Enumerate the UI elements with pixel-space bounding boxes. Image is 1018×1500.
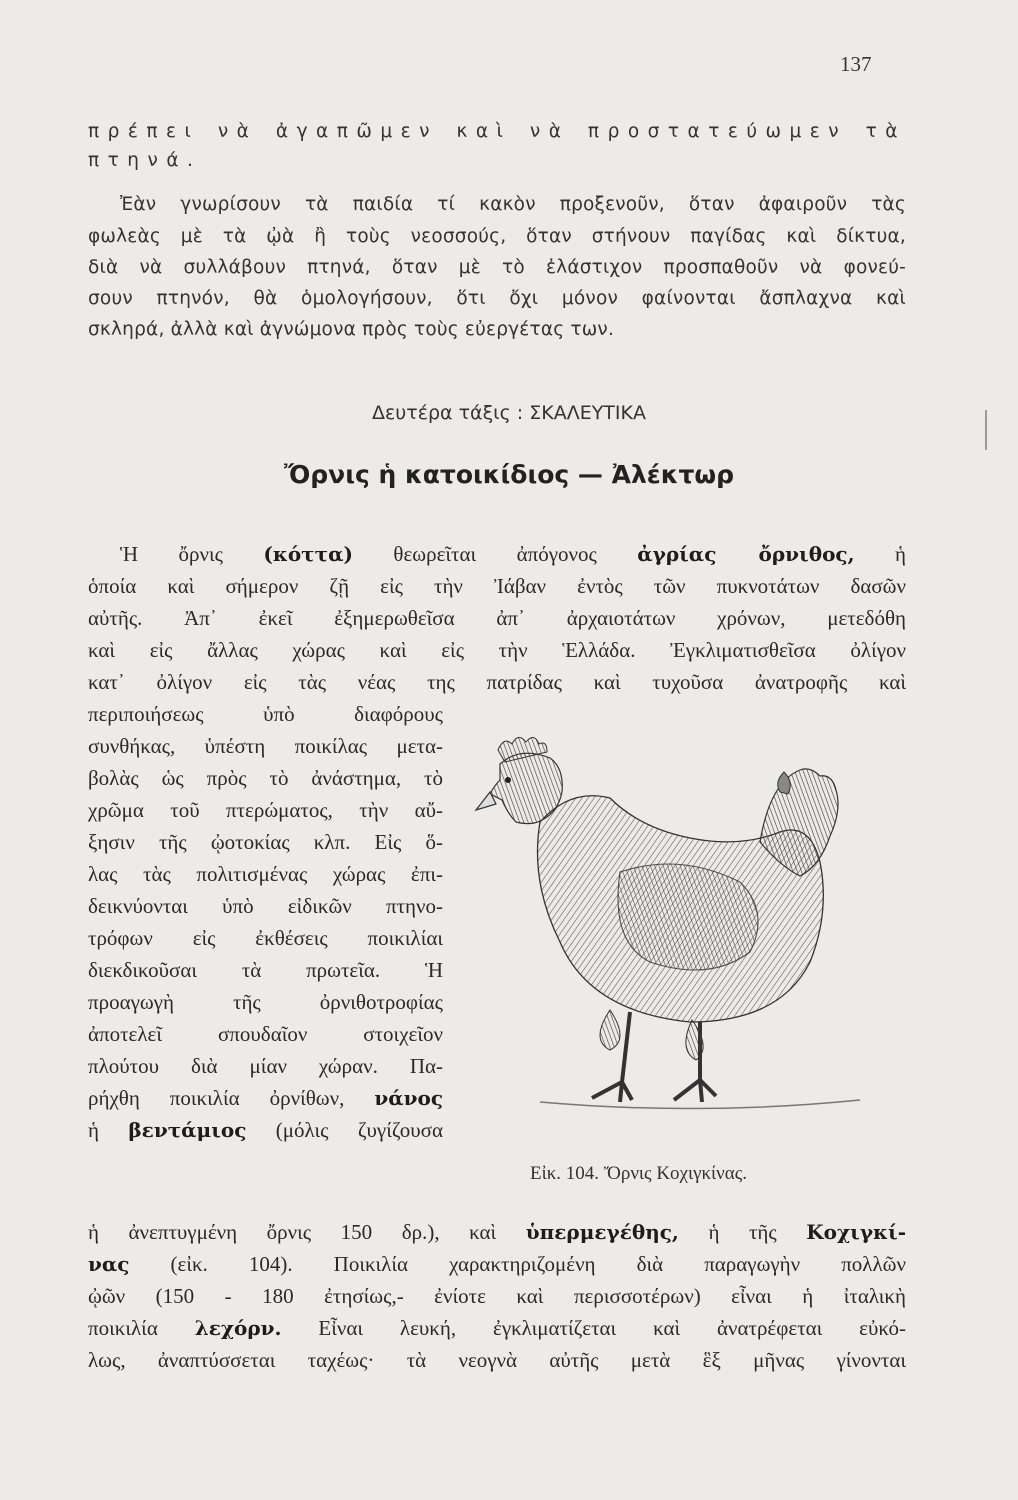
- text-line: ἀποτελεῖ σπουδαῖον στοιχεῖον: [88, 1022, 443, 1046]
- bold-term: Κοχιγκί-: [806, 1220, 906, 1244]
- text-line: συνθήκας, ὑπέστη ποικίλας μετα-: [88, 734, 443, 758]
- hen-icon: [470, 722, 890, 1142]
- section-heading: Ὄρνις ἡ κατοικίδιος — Ἀλέκτωρ: [283, 460, 735, 489]
- text-line: ξησιν τῆς ᾠοτοκίας κλπ. Εἰς ὅ-: [88, 830, 443, 854]
- bold-term: νάνος: [374, 1086, 443, 1110]
- text-line: διὰ νὰ συλλάβουν πτηνά, ὅταν μὲ τὸ ἐλάστιχον προσπαθοῦν νὰ φονεύ-: [88, 257, 906, 278]
- text-line: λως, ἀναπτύσσεται ταχέως· τὰ νεογνὰ αὐτῆς μετὰ ἓξ μῆνας γίνονται: [88, 1348, 906, 1372]
- main-paragraph-bottom: [88, 1216, 906, 1376]
- text-line: σκληρά, ἀλλὰ καὶ ἀγνώμονα πρὸς τοὺς εὐεργέτας των.: [88, 319, 615, 340]
- text-span: Εἶναι λευκή, ἐγκλιματίζεται καὶ ἀνατρέφεται εὐκό-: [281, 1316, 906, 1340]
- page-number: 137: [840, 52, 872, 76]
- main-paragraph-top: [88, 538, 906, 698]
- text-line: [88, 1312, 906, 1344]
- text-line: δεικνύονται ὑπὸ εἰδικῶν πτηνο-: [88, 894, 443, 918]
- bold-term: βεντάμιος: [128, 1118, 247, 1142]
- text-line: [88, 538, 906, 570]
- text-line: κατ᾽ ὀλίγον εἰς τὰς νέας της πατρίδας καὶ τυχοῦσα ἀνατροφῆς καὶ: [88, 670, 906, 694]
- text-span: θεωρεῖται ἀπόγονος: [352, 542, 638, 566]
- text-span: (εἰκ. 104). Ποικιλία χαρακτηριζομένη διὰ παραγωγὴν πολλῶν: [129, 1252, 906, 1276]
- text-line: τρόφων εἰς ἐκθέσεις ποικιλίαι: [88, 926, 443, 950]
- text-line: διεκδικοῦσαι τὰ πρωτεῖα. Ἡ: [88, 958, 443, 982]
- text-span: ἡ: [88, 1118, 129, 1142]
- text-line: πτηνά.: [88, 150, 202, 171]
- text-span: ἡ: [854, 542, 906, 566]
- text-line: πρέπει νὰ ἀγαπῶμεν καὶ νὰ προστατεύωμεν τὰ: [88, 121, 906, 142]
- text-line: φωλεὰς μὲ τὰ ᾠὰ ἢ τοὺς νεοσσούς, ὅταν στήνουν παγίδας καὶ δίκτυα,: [88, 226, 906, 247]
- figure-caption: Εἰκ. 104. Ὄρνις Κοχιγκίνας.: [530, 1163, 747, 1184]
- text-line: λας τὰς πολιτισμένας χώρας ἐπι-: [88, 862, 443, 886]
- text-span: (μόλις ζυγίζουσα: [246, 1118, 443, 1142]
- text-line: [88, 1216, 906, 1248]
- text-line: πλούτου διὰ μίαν χώραν. Πα-: [88, 1054, 443, 1078]
- text-line: καὶ εἰς ἄλλας χώρας καὶ εἰς τὴν Ἑλλάδα. Ἐγκλιματισθεῖσα ὀλίγον: [88, 638, 906, 662]
- text-line: [88, 1248, 906, 1280]
- intro-paragraph: [88, 116, 906, 345]
- hen-illustration: [470, 722, 890, 1142]
- bold-term: λεχόρν.: [194, 1316, 282, 1340]
- text-span: ἡ τῆς: [678, 1220, 807, 1244]
- margin-mark: [985, 410, 987, 450]
- text-line: σουν πτηνόν, θὰ ὁμολογήσουν, ὅτι ὄχι μόνον φαίνονται ἄσπλαχνα καὶ: [88, 288, 906, 309]
- text-line: βολὰς ὡς πρὸς τὸ ἀνάστημα, τὸ: [88, 766, 443, 790]
- text-line: περιποιήσεως ὑπὸ διαφόρους: [88, 702, 443, 726]
- bold-term: ὑπερμεγέθης,: [525, 1220, 679, 1244]
- text-span: ἡ ἀνεπτυγμένη ὄρνις 150 δρ.), καὶ: [88, 1220, 526, 1244]
- text-line: [88, 1114, 443, 1146]
- text-line: αὐτῆς. Ἀπ᾽ ἐκεῖ ἐξημερωθεῖσα ἀπ᾽ ἀρχαιοτάτων χρόνων, μετεδόθη: [88, 606, 906, 630]
- text-span: ποικιλία: [88, 1316, 195, 1340]
- bold-term: νας: [88, 1252, 130, 1276]
- section-label: Δευτέρα τάξις : ΣΚΑΛΕΥΤΙΚΑ: [372, 402, 646, 424]
- bold-term: (κόττα): [263, 542, 353, 566]
- text-line: χρῶμα τοῦ πτερώματος, τὴν αὔ-: [88, 798, 443, 822]
- text-line: [88, 1082, 443, 1114]
- text-line: ᾠῶν (150 - 180 ἐτησίως,- ἐνίοτε καὶ περισσοτέρων) εἶναι ἡ ἰταλικὴ: [88, 1284, 906, 1308]
- text-line: Ἐὰν γνωρίσουν τὰ παιδία τί κακὸν προξενοῦν, ὅταν ἀφαιροῦν τὰς: [120, 194, 906, 215]
- text-line: προαγωγὴ τῆς ὀρνιθοτροφίας: [88, 990, 443, 1014]
- text-line: ὁποία καὶ σήμερον ζῇ εἰς τὴν Ἰάβαν ἐντὸς τῶν πυκνοτάτων δασῶν: [88, 574, 906, 598]
- narrow-column: [88, 698, 443, 1146]
- text-span: ρήχθη ποικιλία ὀρνίθων,: [88, 1086, 375, 1110]
- text-span: Ἡ ὄρνις: [120, 542, 264, 566]
- bold-term: ἀγρίας ὄρνιθος,: [637, 542, 855, 566]
